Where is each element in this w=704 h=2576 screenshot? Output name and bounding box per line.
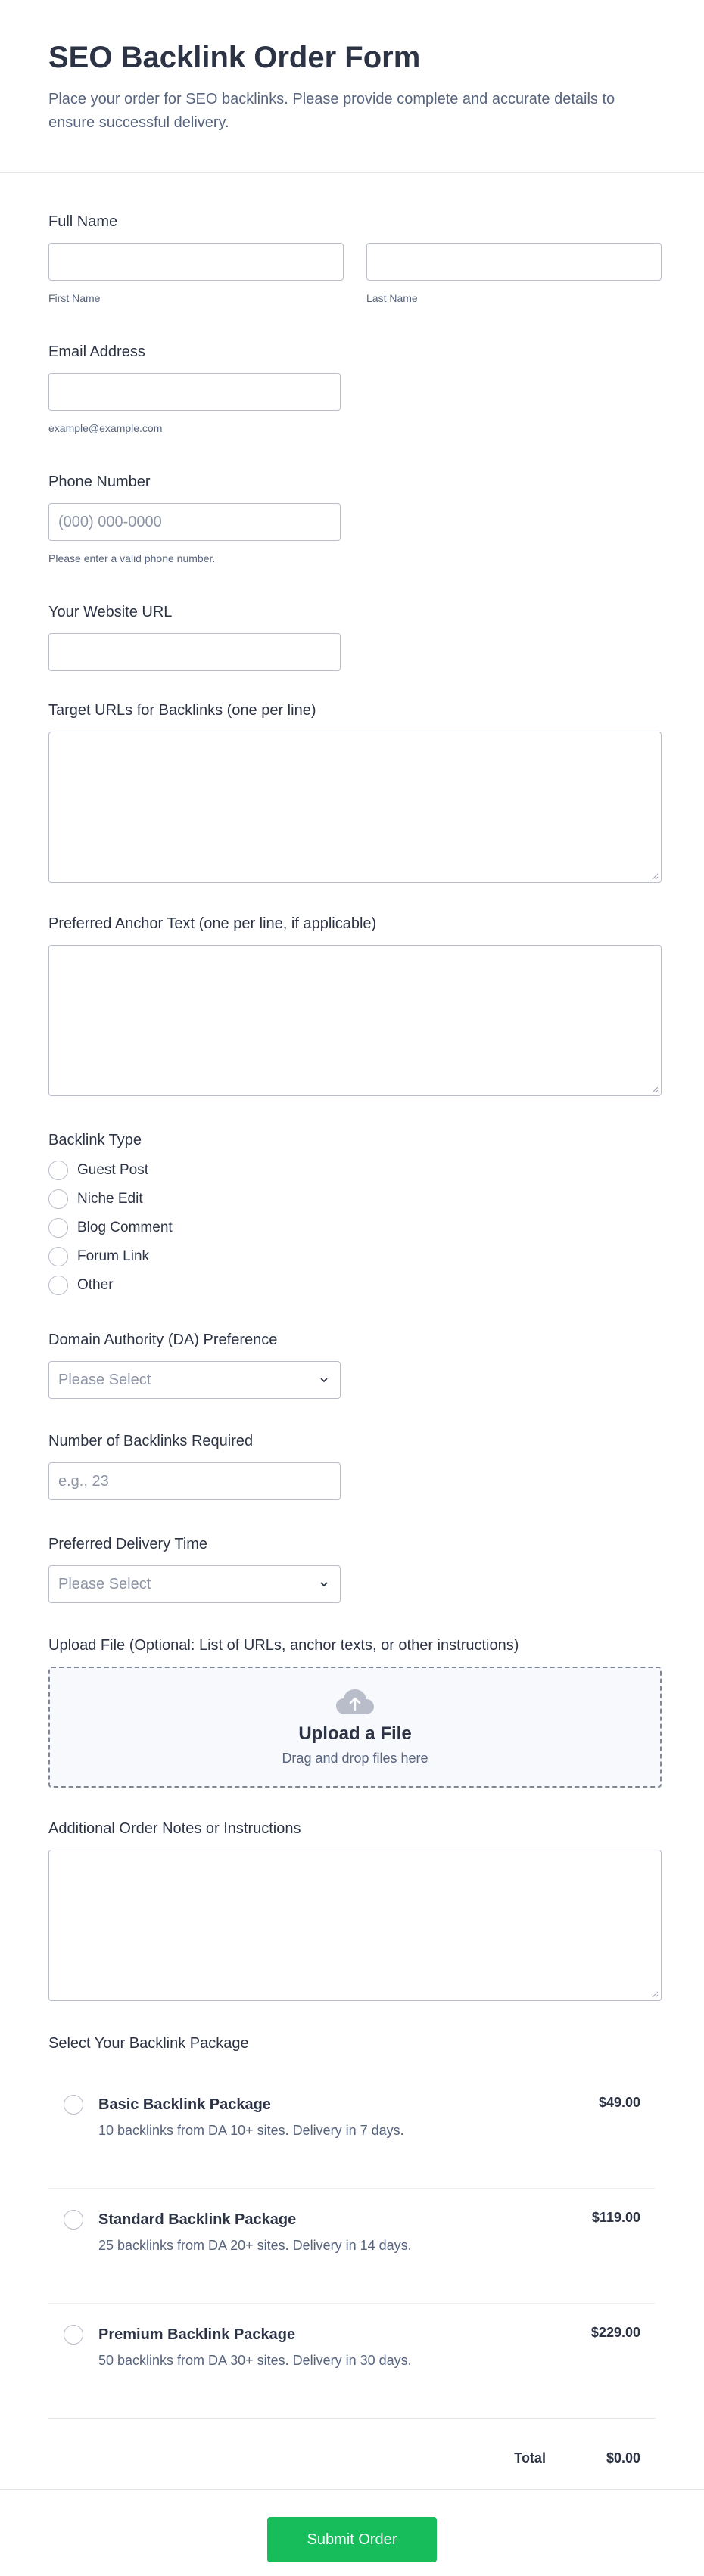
total-row [48, 2450, 656, 2466]
package-standard[interactable] [48, 2207, 656, 2304]
package-name: Basic Backlink Package [98, 2096, 271, 2113]
radio-label: Niche Edit [77, 1191, 143, 1207]
phone-label: Phone Number [48, 474, 151, 490]
radio-label: Forum Link [77, 1248, 150, 1264]
target-urls-label: Target URLs for Backlinks (one per line) [48, 702, 316, 719]
radio-label: Guest Post [77, 1162, 148, 1178]
backlink-type-label: Backlink Type [48, 1132, 142, 1148]
email-label: Email Address [48, 343, 145, 360]
package-radio[interactable] [64, 2095, 83, 2115]
last-name-sublabel: Last Name [366, 292, 418, 304]
radio-button[interactable] [48, 1161, 68, 1180]
notes-label: Additional Order Notes or Instructions [48, 1820, 301, 1837]
radio-button[interactable] [48, 1218, 68, 1238]
radio-button[interactable] [48, 1276, 68, 1295]
website-input[interactable] [48, 633, 341, 671]
page-subtitle: Place your order for SEO backlinks. Please provide complete and accurate details to ensure successful delivery. [48, 91, 615, 131]
total-label: Total [514, 2450, 546, 2466]
resize-grip-icon[interactable] [651, 872, 659, 880]
last-name-input[interactable] [366, 243, 662, 281]
package-price: $49.00 [598, 2095, 640, 2110]
resize-grip-icon[interactable] [651, 1990, 659, 1998]
email-field [48, 343, 656, 435]
cloud-upload-icon [335, 1689, 375, 1716]
notes-textarea[interactable] [48, 1850, 662, 2001]
radio-label: Other [77, 1277, 114, 1293]
num-backlinks-field [48, 1432, 656, 1500]
phone-field [48, 473, 656, 565]
anchor-text-field [48, 915, 656, 1096]
anchor-text-label: Preferred Anchor Text (one per line, if applicable) [48, 915, 377, 932]
form-footer [0, 2489, 704, 2576]
phone-sublabel: Please enter a valid phone number. [48, 552, 216, 564]
page-title: SEO Backlink Order Form [48, 41, 421, 74]
select-value: Please Select [58, 1575, 151, 1593]
package-radio[interactable] [64, 2210, 83, 2230]
radio-option-niche-edit[interactable] [48, 1190, 656, 1208]
order-form [0, 213, 704, 2466]
upload-subtitle: Drag and drop files here [282, 1750, 428, 1766]
form-header [0, 0, 704, 173]
total-value: $0.00 [606, 2450, 640, 2466]
package-price: $119.00 [591, 2210, 640, 2225]
package-basic[interactable] [48, 2092, 656, 2189]
website-label: Your Website URL [48, 604, 173, 620]
email-sublabel: example@example.com [48, 422, 163, 434]
select-value: Please Select [58, 1371, 151, 1388]
da-preference-label: Domain Authority (DA) Preference [48, 1332, 278, 1348]
package-description: 50 backlinks from DA 30+ sites. Delivery in 30 days. [98, 2353, 412, 2368]
packages-label: Select Your Backlink Package [48, 2035, 249, 2052]
radio-option-blog-comment[interactable] [48, 1219, 656, 1237]
first-name-input[interactable] [48, 243, 344, 281]
package-radio[interactable] [64, 2325, 83, 2345]
phone-input[interactable] [48, 503, 341, 541]
target-urls-textarea[interactable] [48, 732, 662, 883]
packages-field [48, 2034, 656, 2466]
delivery-time-label: Preferred Delivery Time [48, 1536, 208, 1552]
num-backlinks-label: Number of Backlinks Required [48, 1433, 254, 1450]
upload-field [48, 1636, 656, 1788]
chevron-down-icon [319, 1375, 329, 1385]
package-price: $229.00 [590, 2325, 640, 2340]
radio-button[interactable] [48, 1189, 68, 1209]
package-premium[interactable] [48, 2322, 656, 2419]
chevron-down-icon [319, 1579, 329, 1589]
radio-button[interactable] [48, 1247, 68, 1266]
da-preference-field [48, 1331, 656, 1399]
upload-label: Upload File (Optional: List of URLs, anchor texts, or other instructions) [48, 1637, 519, 1654]
notes-field [48, 1819, 656, 2001]
anchor-text-textarea[interactable] [48, 945, 662, 1096]
package-list [48, 2092, 656, 2419]
package-name: Standard Backlink Package [98, 2211, 297, 2228]
full-name-field [48, 213, 656, 305]
delivery-time-select[interactable] [48, 1565, 341, 1603]
radio-option-forum-link[interactable] [48, 1248, 656, 1266]
email-input[interactable] [48, 373, 341, 411]
resize-grip-icon[interactable] [651, 1086, 659, 1093]
da-preference-select[interactable] [48, 1361, 341, 1399]
submit-order-button[interactable]: Submit Order [267, 2517, 437, 2562]
full-name-label: Full Name [48, 213, 118, 230]
radio-option-guest-post[interactable] [48, 1161, 656, 1179]
backlink-type-field [48, 1131, 656, 1294]
first-name-sublabel: First Name [48, 292, 101, 304]
radio-option-other[interactable] [48, 1276, 656, 1294]
delivery-time-field [48, 1535, 656, 1603]
package-name: Premium Backlink Package [98, 2326, 296, 2343]
radio-label: Blog Comment [77, 1220, 173, 1235]
upload-dropzone[interactable] [48, 1667, 662, 1788]
website-field [48, 603, 656, 671]
num-backlinks-input[interactable] [48, 1462, 341, 1500]
package-description: 25 backlinks from DA 20+ sites. Delivery in 14 days. [98, 2238, 412, 2253]
package-description: 10 backlinks from DA 10+ sites. Delivery in 7 days. [98, 2123, 404, 2138]
target-urls-field [48, 701, 656, 883]
upload-title: Upload a File [298, 1723, 412, 1744]
